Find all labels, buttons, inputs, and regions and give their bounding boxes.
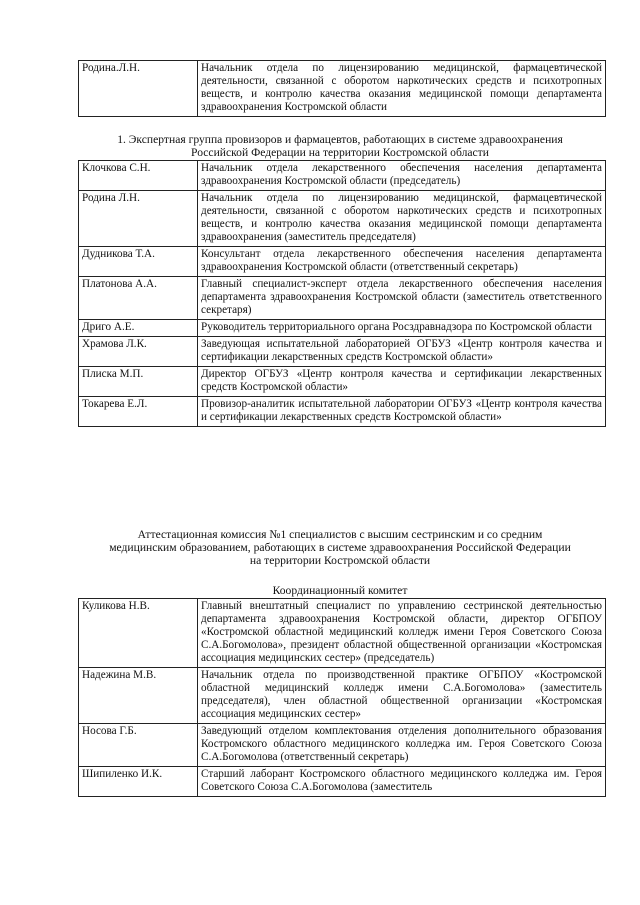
members-table-top [78, 60, 606, 117]
table-row [79, 61, 606, 117]
table-row [79, 277, 606, 320]
member-name: Носова Г.Б. [79, 724, 198, 767]
member-position: Заведующая испытательной лабораторией ОГБУЗ «Центр контроля качества и сертификации лекарственных средств Костромской области» [198, 337, 606, 367]
section-heading-expert-group [60, 133, 620, 159]
member-position: Начальник отдела по лицензированию медицинской, фармацевтической деятельности, связанной с оборотом наркотических средств и психотропных веществ, и контролю качества оказания медицинской помощи департамента здравоохранения (заместитель председателя) [198, 191, 606, 247]
member-position: Начальник отдела лекарственного обеспечения населения департамента здравоохранения Костромской области (председатель) [198, 161, 606, 191]
members-table-top-body [79, 61, 606, 117]
member-position: Главный специалист-эксперт отдела лекарственного обеспечения населения департамента здравоохранения Костромской области (заместитель ответственного секретаря) [198, 277, 606, 320]
table-committee-block [78, 598, 606, 797]
members-table-experts [78, 160, 606, 427]
member-name: Плиска М.П. [79, 367, 198, 397]
table-row [79, 767, 606, 797]
table-row [79, 668, 606, 724]
member-name: Токарева Е.Л. [79, 397, 198, 427]
member-name: Шипиленко И.К. [79, 767, 198, 797]
commission-heading-line-3: на территории Костромской области [249, 554, 431, 567]
committee-title: Координационный комитет [272, 584, 408, 597]
member-name: Дриго А.Е. [79, 320, 198, 337]
section-heading-line-2: Российской Федерации на территории Костромской области [191, 146, 489, 159]
members-table-committee [78, 598, 606, 797]
member-position: Руководитель территориального органа Росздравнадзора по Костромской области [198, 320, 606, 337]
table-row [79, 320, 606, 337]
table-top-block [78, 60, 606, 117]
table-row [79, 247, 606, 277]
member-name: Надежина М.В. [79, 668, 198, 724]
table-experts-block [78, 160, 606, 427]
member-position: Консультант отдела лекарственного обеспечения населения департамента здравоохранения Костромской области (ответственный секретарь) [198, 247, 606, 277]
commission-heading [60, 528, 620, 567]
member-name: Храмова Л.К. [79, 337, 198, 367]
member-name: Платонова А.А. [79, 277, 198, 320]
member-position: Главный внештатный специалист по управлению сестринской деятельностью департамента здравоохранения Костромской области, директор ОГБПОУ «Костромской областной медицинский колледж имени Героя Советского Союза С.А.Богомолова», президент областной общественной организации «Костромская ассоциация медицинских сестер» (председатель) [198, 599, 606, 668]
table-row [79, 161, 606, 191]
table-row [79, 191, 606, 247]
member-position: Провизор-аналитик испытательной лаборатории ОГБУЗ «Центр контроля качества и сертификации лекарственных средств Костромской области» [198, 397, 606, 427]
member-position: Начальник отдела по лицензированию медицинской, фармацевтической деятельности, связанной с оборотом наркотических средств и психотропных веществ, и контролю качества оказания медицинской помощи департамента здравоохранения Костромской области [198, 61, 606, 117]
section-heading-line-1: 1. Экспертная группа провизоров и фармацевтов, работающих в системе здравоохранения [117, 133, 563, 146]
table-row [79, 337, 606, 367]
member-name: Дудникова Т.А. [79, 247, 198, 277]
table-row [79, 397, 606, 427]
table-row [79, 599, 606, 668]
member-position: Старший лаборант Костромского областного медицинского колледжа им. Героя Советского Союза С.А.Богомолова (заместитель [198, 767, 606, 797]
member-position: Заведующий отделом комплектования отделения дополнительного образования Костромского областного медицинского колледжа им. Героя Советского Союза С.А.Богомолова (ответственный секретарь) [198, 724, 606, 767]
member-position: Директор ОГБУЗ «Центр контроля качества и сертификации лекарственных средств Костромской области» [198, 367, 606, 397]
table-row [79, 724, 606, 767]
table-row [79, 367, 606, 397]
commission-heading-line-1: Аттестационная комиссия №1 специалистов с высшим сестринским и со средним [137, 528, 543, 541]
member-position: Начальник отдела по производственной практике ОГБПОУ «Костромской областной медицинский колледж имени С.А.Богомолова» (заместитель председателя), член областной общественной организации «Костромская ассоциация медицинских сестер» [198, 668, 606, 724]
members-table-committee-body [79, 599, 606, 797]
member-name: Родина.Л.Н. [79, 61, 198, 117]
commission-heading-line-2: медицинским образованием, работающих в системе здравоохранения Российской Федерации [109, 541, 571, 554]
member-name: Родина Л.Н. [79, 191, 198, 247]
members-table-experts-body [79, 161, 606, 427]
member-name: Клочкова С.Н. [79, 161, 198, 191]
member-name: Куликова Н.В. [79, 599, 198, 668]
